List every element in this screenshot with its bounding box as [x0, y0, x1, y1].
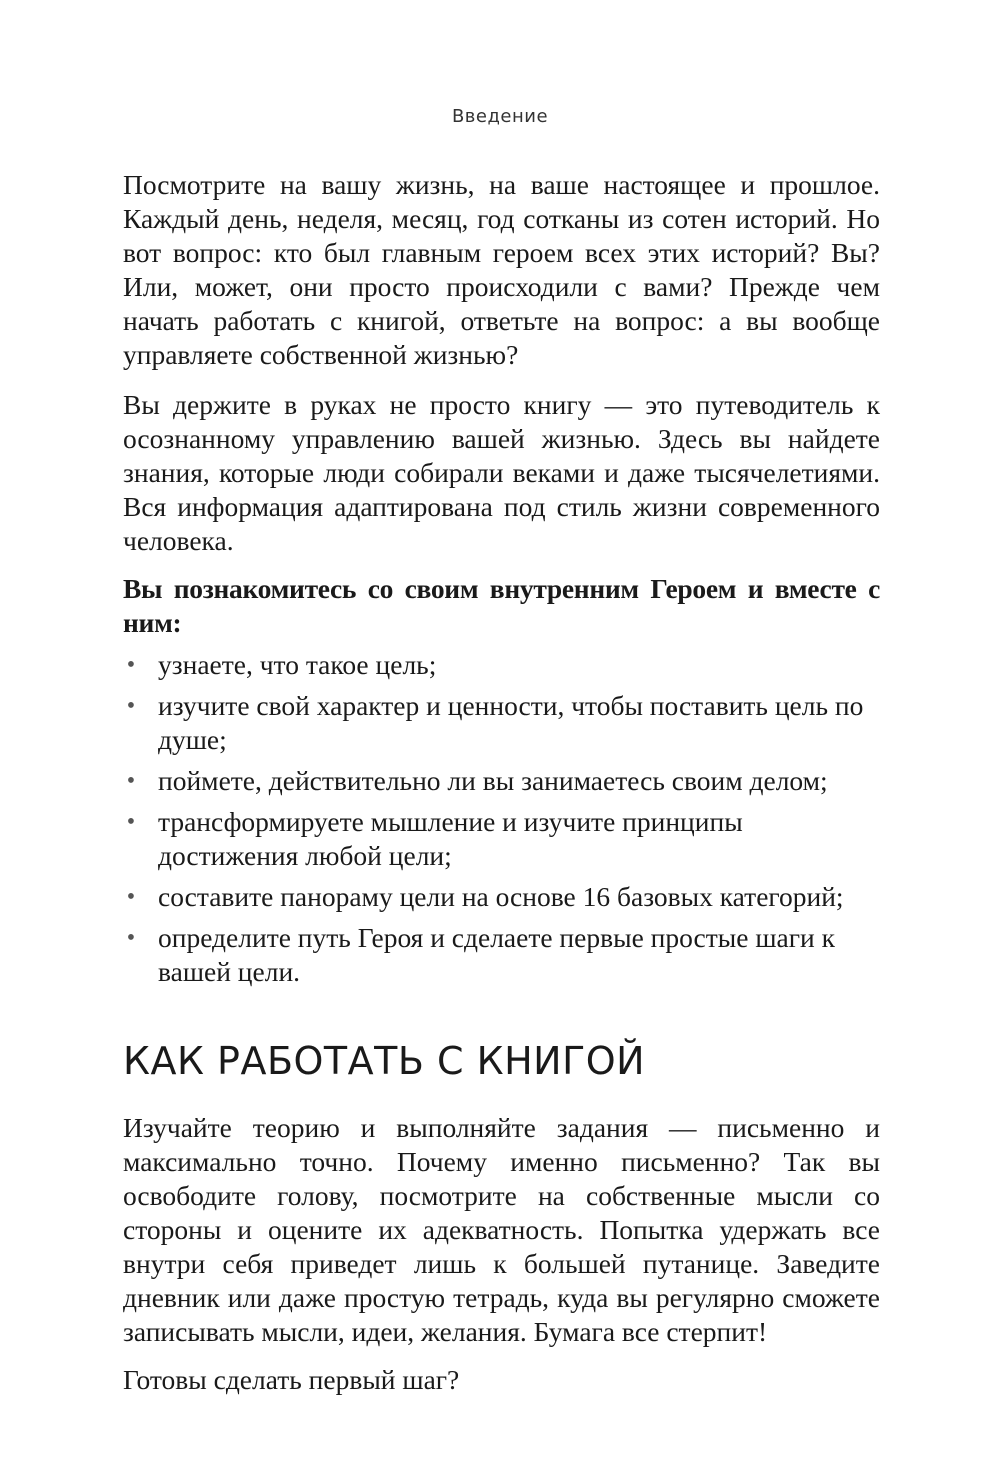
- list-item-text: трансформируете мышление и изучите принципы достижения любой цели;: [158, 806, 743, 871]
- bullet-icon: •: [126, 652, 136, 678]
- list-item: [123, 880, 880, 914]
- bullet-icon: •: [126, 693, 136, 719]
- bullet-icon: •: [126, 925, 136, 951]
- list-item: [123, 921, 880, 989]
- list-item-text: изучите свой характер и ценности, чтобы поставить цель по душе;: [158, 690, 864, 755]
- list-item: [123, 764, 880, 798]
- bullet-icon: •: [126, 768, 136, 794]
- list-item: [123, 689, 880, 757]
- list-item-text: поймете, действительно ли вы занимаетесь своим делом;: [158, 765, 828, 796]
- bullet-list-lead-in: Вы познакомитесь со своим внутренним Героем и вместе с ним:: [123, 573, 880, 638]
- list-item-text: определите путь Героя и сделаете первые простые шаги к вашей цели.: [158, 922, 835, 987]
- section-heading: КАК РАБОТАТЬ С КНИГОЙ: [123, 1039, 646, 1083]
- list-item-text: узнаете, что такое цель;: [158, 649, 437, 680]
- closing-question: Готовы сделать первый шаг?: [123, 1364, 460, 1395]
- bullet-icon: •: [126, 809, 136, 835]
- list-item-text: составите панораму цели на основе 16 базовых категорий;: [158, 881, 844, 912]
- running-header: Введение: [451, 106, 549, 127]
- list-item: [123, 805, 880, 873]
- bullet-icon: •: [126, 884, 136, 910]
- list-item: [123, 648, 880, 682]
- intro-paragraph: Посмотрите на вашу жизнь, на ваше настоящее и прошлое. Каждый день, неделя, месяц, год сотканы из сотен историй. Но вот вопрос: кто был главным героем всех этих историй? Вы? Или, может, они просто происходили с вами? Прежде чем начать работать с книгой, ответьте на вопрос: а вы вообще управляете собственной жизнью?: [123, 169, 880, 370]
- book-description-paragraph: Вы держите в руках не просто книгу — это путеводитель к осознанному управлению вашей жизнью. Здесь вы найдете знания, которые люди собирали веками и даже тысячелетиями. Вся информация адаптирована под стиль жизни современного человека.: [123, 389, 880, 556]
- goals-list: [123, 648, 880, 989]
- page-body: [123, 168, 880, 1397]
- how-to-work-paragraph: Изучайте теорию и выполняйте задания — письменно и максимально точно. Почему именно письменно? Так вы освободите голову, посмотрите на собственные мысли со стороны и оцените их адекватность. Попытка удержать все внутри себя приведет лишь к большей путанице. Заведите дневник или даже простую тетрадь, куда вы регулярно сможете записывать мысли, идеи, желания. Бумага все стерпит!: [123, 1112, 880, 1347]
